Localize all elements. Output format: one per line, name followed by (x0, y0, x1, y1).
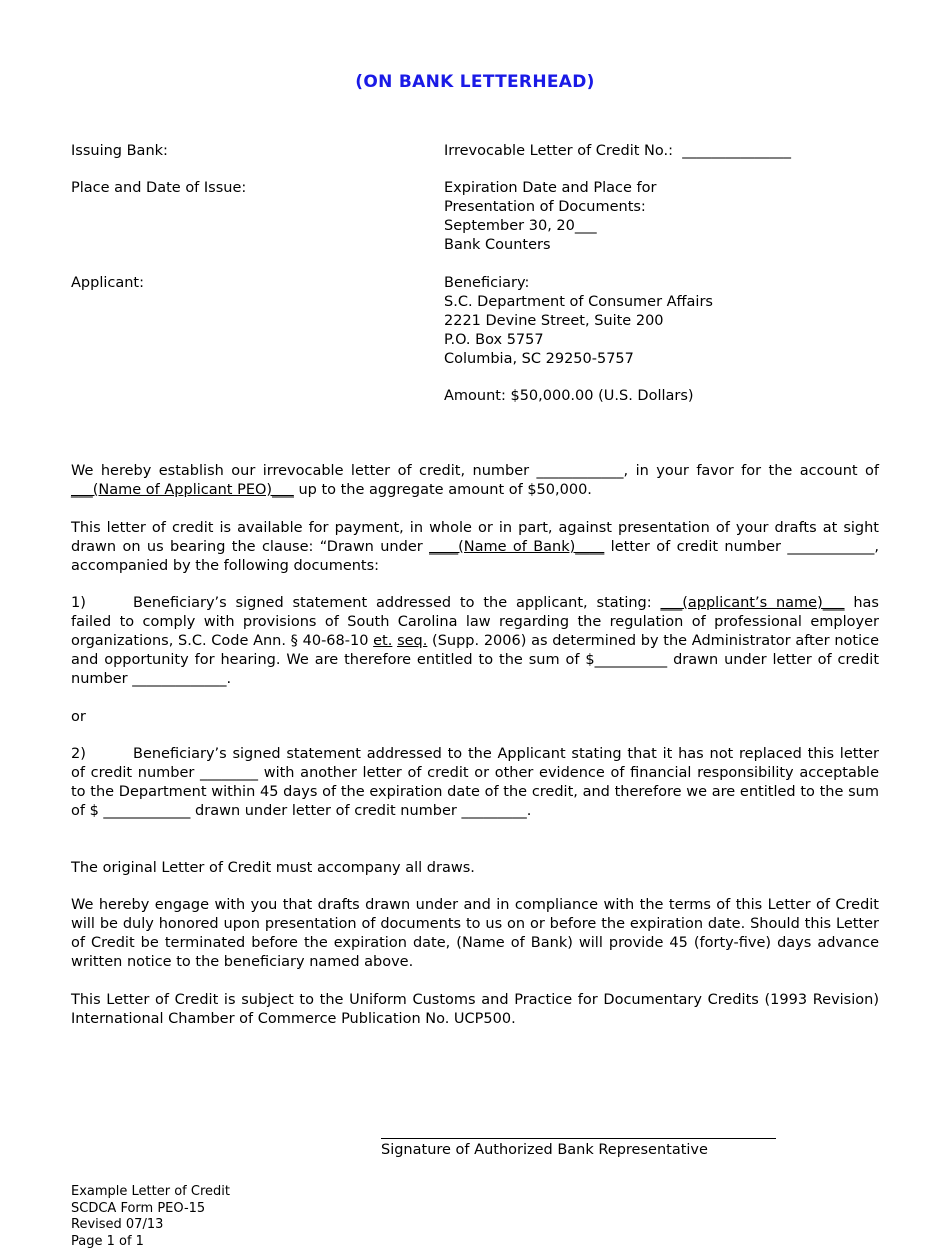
or-separator: or (71, 709, 86, 725)
loc-number-field (444, 142, 884, 161)
applicant-name-blank: ___(applicant’s name)___ (660, 595, 845, 611)
footer-line: Example Letter of Credit (71, 1184, 230, 1199)
loc-number-blank: _______________ (682, 143, 791, 159)
paragraph-text: letter of credit number ____________, accompanied by the following documents: (71, 539, 879, 574)
item-number: 2) (71, 746, 86, 762)
paragraph-availability (71, 519, 879, 576)
paragraph-text: We hereby establish our irrevocable letter of credit, number ____________, in your favor for the account of (71, 463, 879, 479)
paragraph-original: The original Letter of Credit must accompany all draws. (71, 860, 475, 876)
document-item-2 (71, 745, 879, 821)
paragraph-text: up to the aggregate amount of $50,000. (293, 482, 592, 498)
expiration-line: Presentation of Documents: (444, 199, 646, 215)
beneficiary-line: 2221 Devine Street, Suite 200 (444, 313, 664, 329)
item-text: (Supp. 2006) as determined by the Administrator after notice and opportunity for hearing. We are therefore entitled to the sum of $__________ drawn under letter of credit number _____________. (71, 633, 879, 687)
issuing-bank-label: Issuing Bank: (71, 143, 168, 159)
expiration-line: Expiration Date and Place for (444, 180, 657, 196)
paragraph-ucp: This Letter of Credit is subject to the Uniform Customs and Practice for Documentary Credits (1993 Revision) International Chamber of Commerce Publication No. UCP500. (71, 992, 879, 1027)
beneficiary-line: Beneficiary: (444, 275, 530, 291)
item-text: Beneficiary’s signed statement addressed to the Applicant stating that it has not replaced this letter of credit number ________ with another letter of credit or other evidence of financial responsibility acceptable to the Department within 45 days of the expiration date of the credit, and therefore we are entitled to the sum of $ ____________ drawn under letter of credit number _________. (71, 746, 879, 819)
beneficiary-line: S.C. Department of Consumer Affairs (444, 294, 713, 310)
beneficiary-line: P.O. Box 5757 (444, 332, 544, 348)
seq-text: seq. (397, 633, 428, 649)
footer-line: Page 1 of 1 (71, 1233, 144, 1249)
paragraph-establish (71, 462, 879, 500)
expiration-block (444, 179, 884, 255)
et-text: et. (373, 633, 393, 649)
loc-number-label: Irrevocable Letter of Credit No.: (444, 143, 673, 159)
bank-name-blank: ____(Name of Bank)____ (429, 539, 605, 555)
item-text: Beneficiary’s signed statement addressed to the applicant, stating: (133, 595, 661, 611)
applicant-label: Applicant: (71, 275, 145, 291)
beneficiary-block (444, 274, 884, 369)
expiration-line: Bank Counters (444, 237, 551, 253)
paragraph-text: This letter of credit is available for payment, in whole or in part, against presentation of your drafts at sight drawn on us bearing the clause: “Drawn under (71, 520, 879, 555)
item-number: 1) (71, 595, 86, 611)
footer-line: SCDCA Form PEO-15 (71, 1200, 206, 1216)
amount-line: Amount: $50,000.00 (U.S. Dollars) (444, 388, 694, 404)
footer-line: Revised 07/13 (71, 1217, 164, 1232)
item-text: has failed to comply with provisions of South Carolina law regarding the regulation of professional employer organizations, S.C. Code Ann. § 40-68-10 (71, 595, 879, 649)
signature-label: Signature of Authorized Bank Representative (381, 1142, 708, 1158)
document-item-1 (71, 594, 879, 689)
signature-line (381, 1122, 776, 1139)
place-date-label: Place and Date of Issue: (71, 180, 247, 196)
expiration-line: September 30, 20___ (444, 218, 597, 234)
paragraph-engage: We hereby engage with you that drafts drawn under and in compliance with the terms of this Letter of Credit will be duly honored upon presentation of documents to us on or before the expiration date. Should this Letter of Credit be terminated before the expiration date, (Name of Bank) will provide 45 (forty-five) days advance written notice to the beneficiary named above. (71, 897, 879, 970)
letterhead-heading: (ON BANK LETTERHEAD) (355, 72, 595, 92)
form-footer (71, 1184, 230, 1250)
applicant-name-blank: ___(Name of Applicant PEO)___ (71, 482, 294, 498)
beneficiary-line: Columbia, SC 29250-5757 (444, 351, 634, 367)
